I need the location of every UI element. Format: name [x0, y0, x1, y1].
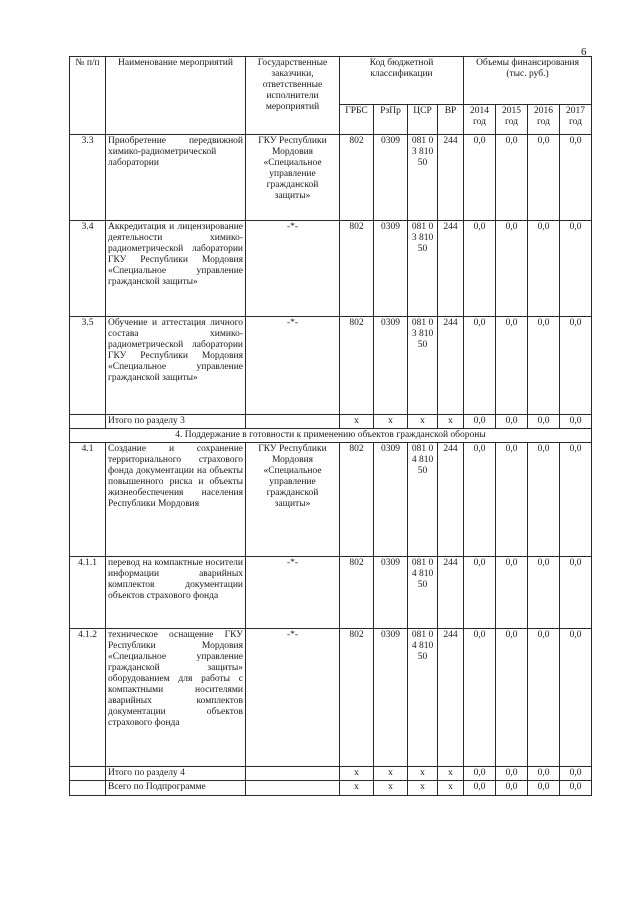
- row-csr: 081 03 810 50: [408, 317, 438, 415]
- header-rzpr: РзПр: [374, 105, 408, 135]
- table-row: [70, 221, 592, 317]
- header-2015: 2015 год: [496, 105, 528, 135]
- row-rzpr: х: [374, 781, 408, 796]
- row-2017: 0,0: [560, 415, 592, 429]
- row-num: 4.1.2: [70, 629, 106, 767]
- row-vr: 244: [438, 629, 464, 767]
- header-2016: 2016 год: [528, 105, 560, 135]
- row-grbs: х: [340, 767, 374, 781]
- row-2017: 0,0: [560, 135, 592, 221]
- row-2017: 0,0: [560, 781, 592, 796]
- row-2014: 0,0: [464, 317, 496, 415]
- row-grbs: х: [340, 415, 374, 429]
- row-num: [70, 415, 106, 429]
- row-2016: 0,0: [528, 415, 560, 429]
- row-vr: х: [438, 767, 464, 781]
- row-2016: 0,0: [528, 135, 560, 221]
- budget-table: [69, 56, 592, 796]
- row-name: Аккредитация и лицензирование деятельности химико-радиометрической лаборатории ГКУ Республики Мордовия «Специальное управление гражданской защиты»: [106, 221, 246, 317]
- row-num: 3.3: [70, 135, 106, 221]
- row-2014: 0,0: [464, 557, 496, 629]
- row-rzpr: 0309: [374, 629, 408, 767]
- row-rzpr: х: [374, 415, 408, 429]
- row-customer: [246, 767, 340, 781]
- row-customer: ГКУ Республики Мордовия «Специальное управление гражданской защиты»: [246, 443, 340, 557]
- page-number: 6: [581, 46, 587, 58]
- row-num: 3.4: [70, 221, 106, 317]
- row-grbs: 802: [340, 221, 374, 317]
- row-2017: 0,0: [560, 443, 592, 557]
- header-funding: Объемы финансирования (тыс. руб.): [464, 57, 592, 105]
- table-row-total: [70, 767, 592, 781]
- header-num: № п/п: [70, 57, 106, 135]
- row-name: техническое оснащение ГКУ Республики Мордовия «Специальное управление гражданской защиты» оборудованием для работы с компактными носителями аварийных комплектов документации объектов страхового фонда: [106, 629, 246, 767]
- table-row: [70, 443, 592, 557]
- table-row: [70, 317, 592, 415]
- row-vr: 244: [438, 443, 464, 557]
- row-name: перевод на компактные носители информации аварийных комплектов документации объектов страхового фонда: [106, 557, 246, 629]
- row-2017: 0,0: [560, 767, 592, 781]
- row-name: Итого по разделу 4: [106, 767, 246, 781]
- row-2017: 0,0: [560, 221, 592, 317]
- row-grbs: 802: [340, 629, 374, 767]
- row-2015: 0,0: [496, 629, 528, 767]
- row-num: [70, 781, 106, 796]
- row-2017: 0,0: [560, 557, 592, 629]
- row-customer: -*-: [246, 629, 340, 767]
- row-2015: 0,0: [496, 317, 528, 415]
- row-name: Итого по разделу 3: [106, 415, 246, 429]
- row-2015: 0,0: [496, 781, 528, 796]
- row-num: 4.1: [70, 443, 106, 557]
- row-2017: 0,0: [560, 629, 592, 767]
- row-2014: 0,0: [464, 221, 496, 317]
- row-name: Приобретение передвижной химико-радиометрической лаборатории: [106, 135, 246, 221]
- row-2014: 0,0: [464, 629, 496, 767]
- table-row-total: [70, 415, 592, 429]
- row-csr: 081 04 810 50: [408, 557, 438, 629]
- row-customer: [246, 415, 340, 429]
- row-2017: 0,0: [560, 317, 592, 415]
- header-vr: ВР: [438, 105, 464, 135]
- header-name: Наименование мероприятий: [106, 57, 246, 135]
- row-2014: 0,0: [464, 781, 496, 796]
- row-name: Обучение и аттестация личного состава химико-радиометрической лаборатории ГКУ Республики Мордовия «Специальное управление гражданской защиты»: [106, 317, 246, 415]
- row-rzpr: 0309: [374, 557, 408, 629]
- table-row: [70, 135, 592, 221]
- row-csr: х: [408, 415, 438, 429]
- row-2016: 0,0: [528, 629, 560, 767]
- section-header-row: [70, 429, 592, 443]
- row-rzpr: 0309: [374, 221, 408, 317]
- row-customer: ГКУ Республики Мордовия «Специальное управление гражданской защиты»: [246, 135, 340, 221]
- row-num: 3.5: [70, 317, 106, 415]
- table-row-grand-total: [70, 781, 592, 796]
- row-vr: 244: [438, 221, 464, 317]
- row-2014: 0,0: [464, 135, 496, 221]
- row-csr: 081 04 810 50: [408, 443, 438, 557]
- header-csr: ЦСР: [408, 105, 438, 135]
- row-rzpr: 0309: [374, 317, 408, 415]
- row-2016: 0,0: [528, 443, 560, 557]
- row-vr: 244: [438, 557, 464, 629]
- row-csr: 081 03 810 50: [408, 135, 438, 221]
- row-csr: 081 04 810 50: [408, 629, 438, 767]
- row-grbs: 802: [340, 443, 374, 557]
- row-2014: 0,0: [464, 443, 496, 557]
- row-num: [70, 767, 106, 781]
- row-2016: 0,0: [528, 317, 560, 415]
- row-customer: [246, 781, 340, 796]
- header-budget-code: Код бюджетной классификации: [340, 57, 464, 105]
- header-2014: 2014 год: [464, 105, 496, 135]
- row-2015: 0,0: [496, 135, 528, 221]
- header-customers: Государственные заказчики, ответственные исполнители мероприятий: [246, 57, 340, 135]
- row-name: Создание и сохранение территориального страхового фонда документации на объекты повышенного риска и объекты жизнеобеспечения населения Республики Мордовия: [106, 443, 246, 557]
- row-2015: 0,0: [496, 767, 528, 781]
- row-customer: -*-: [246, 317, 340, 415]
- row-2016: 0,0: [528, 781, 560, 796]
- row-customer: -*-: [246, 221, 340, 317]
- row-vr: 244: [438, 317, 464, 415]
- row-rzpr: 0309: [374, 135, 408, 221]
- row-vr: х: [438, 781, 464, 796]
- row-name: Всего по Подпрограмме: [106, 781, 246, 796]
- row-grbs: 802: [340, 135, 374, 221]
- header-grbs: ГРБС: [340, 105, 374, 135]
- row-csr: 081 03 810 50: [408, 221, 438, 317]
- row-vr: 244: [438, 135, 464, 221]
- row-2015: 0,0: [496, 557, 528, 629]
- section-4-title: 4. Поддержание в готовности к применению объектов гражданской обороны: [70, 429, 592, 443]
- row-2014: 0,0: [464, 415, 496, 429]
- row-2015: 0,0: [496, 221, 528, 317]
- row-2014: 0,0: [464, 767, 496, 781]
- row-rzpr: х: [374, 767, 408, 781]
- row-csr: х: [408, 767, 438, 781]
- row-grbs: х: [340, 781, 374, 796]
- row-2015: 0,0: [496, 415, 528, 429]
- row-2016: 0,0: [528, 557, 560, 629]
- row-2016: 0,0: [528, 221, 560, 317]
- row-customer: -*-: [246, 557, 340, 629]
- row-grbs: 802: [340, 317, 374, 415]
- row-vr: х: [438, 415, 464, 429]
- header-2017: 2017 год: [560, 105, 592, 135]
- row-csr: х: [408, 781, 438, 796]
- row-2016: 0,0: [528, 767, 560, 781]
- row-grbs: 802: [340, 557, 374, 629]
- row-rzpr: 0309: [374, 443, 408, 557]
- table-row: [70, 629, 592, 767]
- table-row: [70, 557, 592, 629]
- row-num: 4.1.1: [70, 557, 106, 629]
- row-2015: 0,0: [496, 443, 528, 557]
